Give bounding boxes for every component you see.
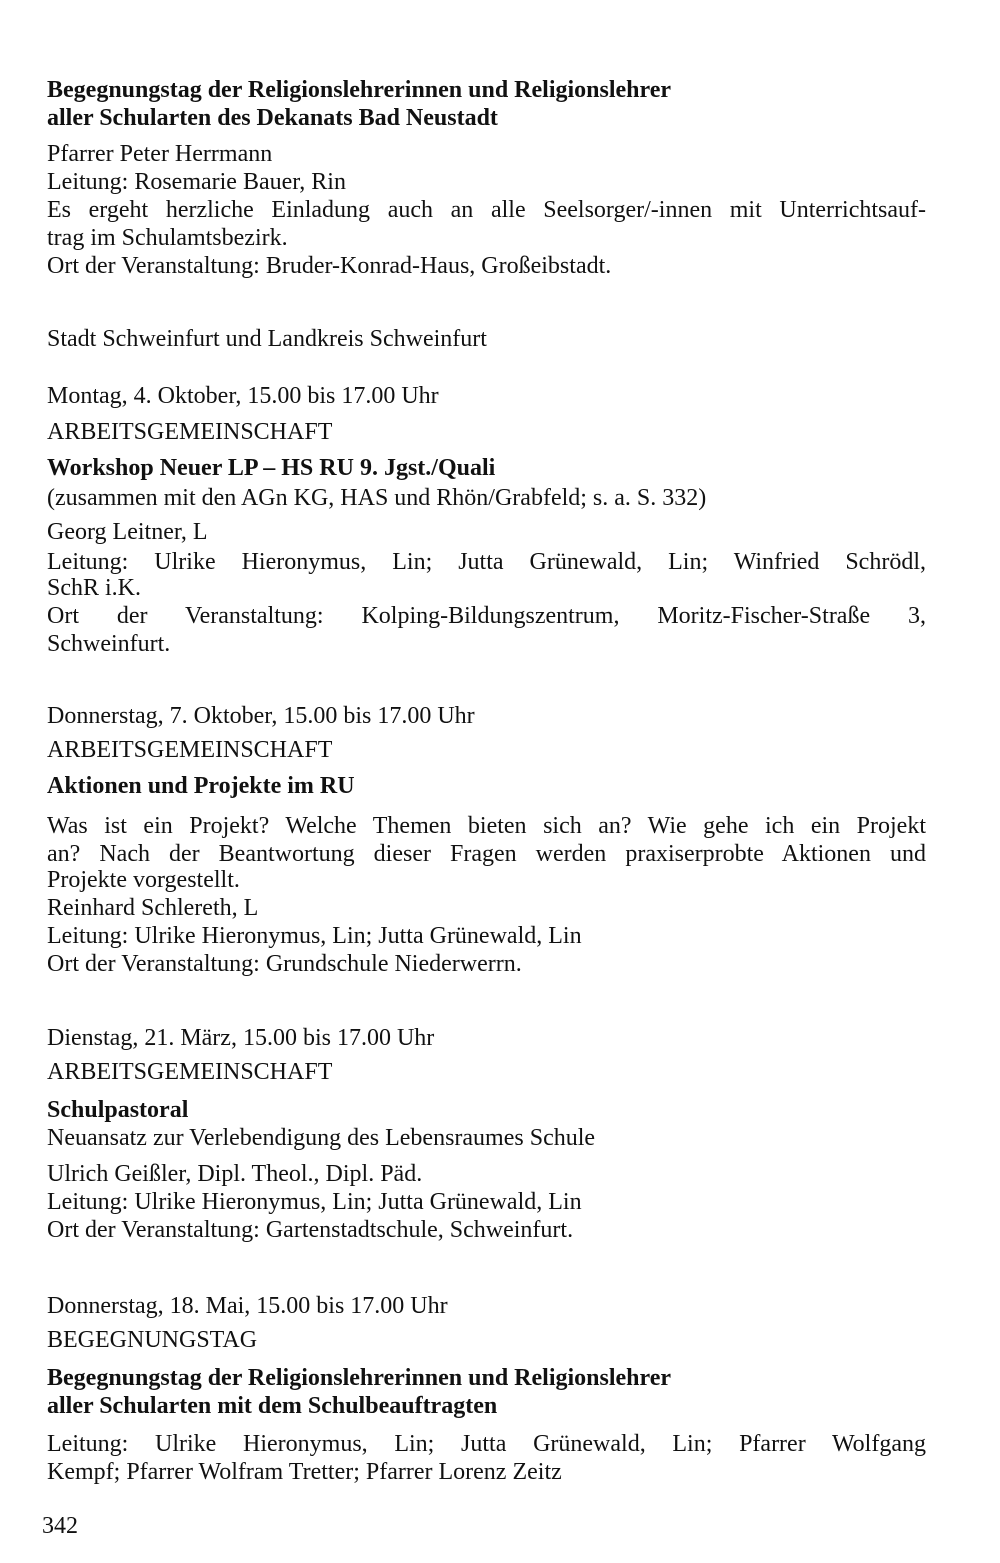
event-type: ARBEITSGEMEINSCHAFT [47,737,333,763]
event-speaker: Ulrich Geißler, Dipl. Theol., Dipl. Päd. [47,1161,423,1187]
event-location: Ort der Veranstaltung: Grundschule Niederwerrn. [47,951,522,977]
event-speaker: Reinhard Schlereth, L [47,895,259,921]
event-date: Donnerstag, 18. Mai, 15.00 bis 17.00 Uhr [47,1293,448,1319]
page-number: 342 [42,1513,78,1539]
event-note-line: trag im Schulamtsbezirk. [47,225,288,251]
event-leitung: Leitung: Rosemarie Bauer, Rin [47,169,346,195]
event-date: Dienstag, 21. März, 15.00 bis 17.00 Uhr [47,1025,435,1051]
event-location: Ort der Veranstaltung: Gartenstadtschule, Schweinfurt. [47,1217,574,1243]
event-subtitle: Neuansatz zur Verlebendigung des Lebensraumes Schule [47,1125,596,1151]
event-leitung: Leitung: Ulrike Hieronymus, Lin; Jutta Grünewald, Lin [47,923,582,949]
event-date: Donnerstag, 7. Oktober, 15.00 bis 17.00 Uhr [47,703,475,729]
event-title-line: aller Schularten des Dekanats Bad Neustadt [47,105,498,131]
event-speaker: Pfarrer Peter Herrmann [47,141,273,167]
event-subtitle: (zusammen mit den AGn KG, HAS und Rhön/Grabfeld; s. a. S. 332) [47,485,707,511]
event-location: Ort der Veranstaltung: Bruder-Konrad-Haus, Großeibstadt. [47,253,612,279]
event-title-line: aller Schularten mit dem Schulbeauftragten [47,1393,498,1419]
event-location-line: Ort der Veranstaltung: Kolping-Bildungszentrum, Moritz-Fischer-Straße 3, [47,603,926,629]
event-type: ARBEITSGEMEINSCHAFT [47,1059,333,1085]
event-title: Aktionen und Projekte im RU [47,773,355,799]
event-date: Montag, 4. Oktober, 15.00 bis 17.00 Uhr [47,383,439,409]
event-location-line: Schweinfurt. [47,631,171,657]
event-leitung: Leitung: Ulrike Hieronymus, Lin; Jutta Grünewald, Lin [47,1189,582,1215]
event-title-line: Begegnungstag der Religionslehrerinnen und Religionslehrer [47,77,672,103]
event-leitung-line: Kempf; Pfarrer Wolfram Tretter; Pfarrer Lorenz Zeitz [47,1459,562,1485]
event-speaker: Georg Leitner, L [47,519,208,545]
event-description-line: Projekte vorgestellt. [47,867,240,893]
event-leitung-line: Leitung: Ulrike Hieronymus, Lin; Jutta Grünewald, Lin; Winfried Schrödl, [47,549,926,575]
event-description-line: an? Nach der Beantwortung dieser Fragen werden praxiserprobte Aktionen und [47,841,926,867]
event-description-line: Was ist ein Projekt? Welche Themen bieten sich an? Wie gehe ich ein Projekt [47,813,926,839]
event-title: Schulpastoral [47,1097,189,1123]
event-note-line: Es ergeht herzliche Einladung auch an alle Seelsorger/-innen mit Unterrichtsauf- [47,197,926,223]
event-type: ARBEITSGEMEINSCHAFT [47,419,333,445]
event-leitung-line: Leitung: Ulrike Hieronymus, Lin; Jutta Grünewald, Lin; Pfarrer Wolfgang [47,1431,926,1457]
event-title: Workshop Neuer LP – HS RU 9. Jgst./Quali [47,455,496,481]
event-title-line: Begegnungstag der Religionslehrerinnen und Religionslehrer [47,1365,672,1391]
region-heading: Stadt Schweinfurt und Landkreis Schweinfurt [47,326,487,352]
event-leitung-line: SchR i.K. [47,575,142,601]
event-type: BEGEGNUNGSTAG [47,1327,258,1353]
